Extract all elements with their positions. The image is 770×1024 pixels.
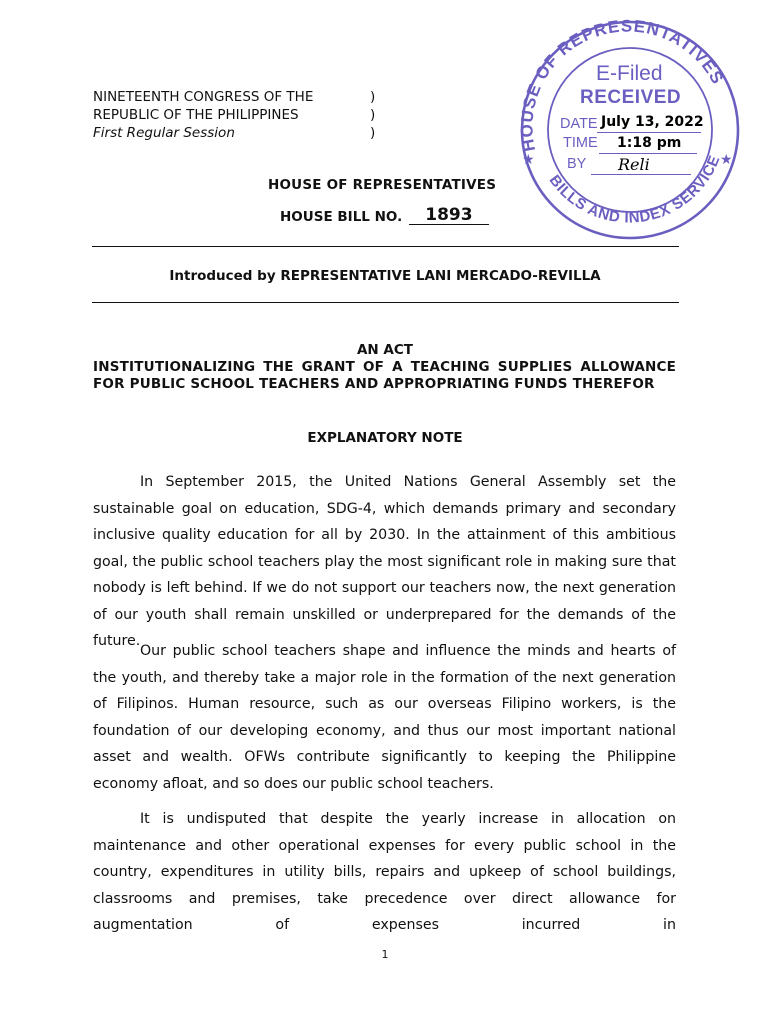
congress-header [93, 88, 313, 142]
stamp-time-line [599, 153, 697, 154]
stamp-date-line [597, 132, 701, 133]
stamp-by-line [591, 174, 691, 175]
introduced-by: Introduced by REPRESENTATIVE LANI MERCADO-REVILLA [169, 268, 601, 284]
stamp-efiled: E-Filed [596, 62, 663, 85]
paren: ) [370, 89, 376, 105]
stamp-date-label: DATE [560, 116, 598, 132]
stamp-signature: Reli [618, 155, 650, 174]
stamp-date-value: July 13, 2022 [601, 114, 704, 130]
congress-line: NINETEENTH CONGRESS OF THE [93, 89, 314, 105]
stamp-ring-bottom-text: BILLS AND INDEX SERVICE [545, 152, 724, 227]
bill-number: 1893 [409, 206, 489, 225]
session-line: First Regular Session [93, 125, 235, 141]
stamp-time-label: TIME [563, 135, 598, 151]
paragraph: Our public school teachers shape and influence the minds and hearts of the youth, and thereby take a major role in the formation of the next generation of Filipinos. Human resource, such as our overseas Filipino workers, is the foundation of our developing economy, and thus our most important national asset and wealth. OFWs contribute significantly to keeping the Philippine economy afloat, and so does our public school teachers. [93, 643, 676, 792]
bill-number-line [280, 206, 489, 225]
divider [92, 246, 679, 247]
paragraph: It is undisputed that despite the yearly increase in allocation on maintenance and other operational expenses for every public school in the country, expenditures in utility bills, repairs and upkeep of school buildings, classrooms and premises, take precedence over direct allowance for augmentation of expenses incurred in [93, 811, 676, 933]
republic-line: REPUBLIC OF THE PHILIPPINES [93, 107, 299, 123]
received-stamp [513, 18, 743, 240]
act-title: INSTITUTIONALIZING THE GRANT OF A TEACHING SUPPLIES ALLOWANCE FOR PUBLIC SCHOOL TEACHERS AND APPROPRIATING FUNDS THEREFOR [93, 359, 676, 392]
act-heading: AN ACT [356, 342, 413, 358]
stamp-star-right: ★ [720, 151, 733, 167]
paragraph: In September 2015, the United Nations General Assembly set the sustainable goal on education, SDG-4, which demands primary and secondary inclusive quality education for all by 2030. In the attainment of this ambitious goal, the public school teachers play the most significant role in making sure that nobody is left behind. If we do not support our teachers now, the next generation of our youth shall remain unskilled or underprepared for the demands of the future. [93, 474, 676, 649]
stamp-by-label: BY [567, 156, 587, 172]
page-number: 1 [381, 948, 389, 961]
bill-number-label: HOUSE BILL NO. [280, 209, 403, 225]
divider [92, 302, 679, 303]
header-parentheses [370, 88, 375, 142]
stamp-star-left: ★ [522, 151, 535, 167]
stamp-received: RECEIVED [580, 87, 682, 108]
stamp-time-value: 1:18 pm [617, 135, 682, 151]
house-title: HOUSE OF REPRESENTATIVES [268, 177, 497, 193]
paren: ) [370, 125, 376, 141]
explanatory-note-heading: EXPLANATORY NOTE [307, 430, 463, 446]
stamp-ring-top-text: HOUSE OF REPRESENTATIVES [517, 18, 728, 154]
paren: ) [370, 107, 376, 123]
